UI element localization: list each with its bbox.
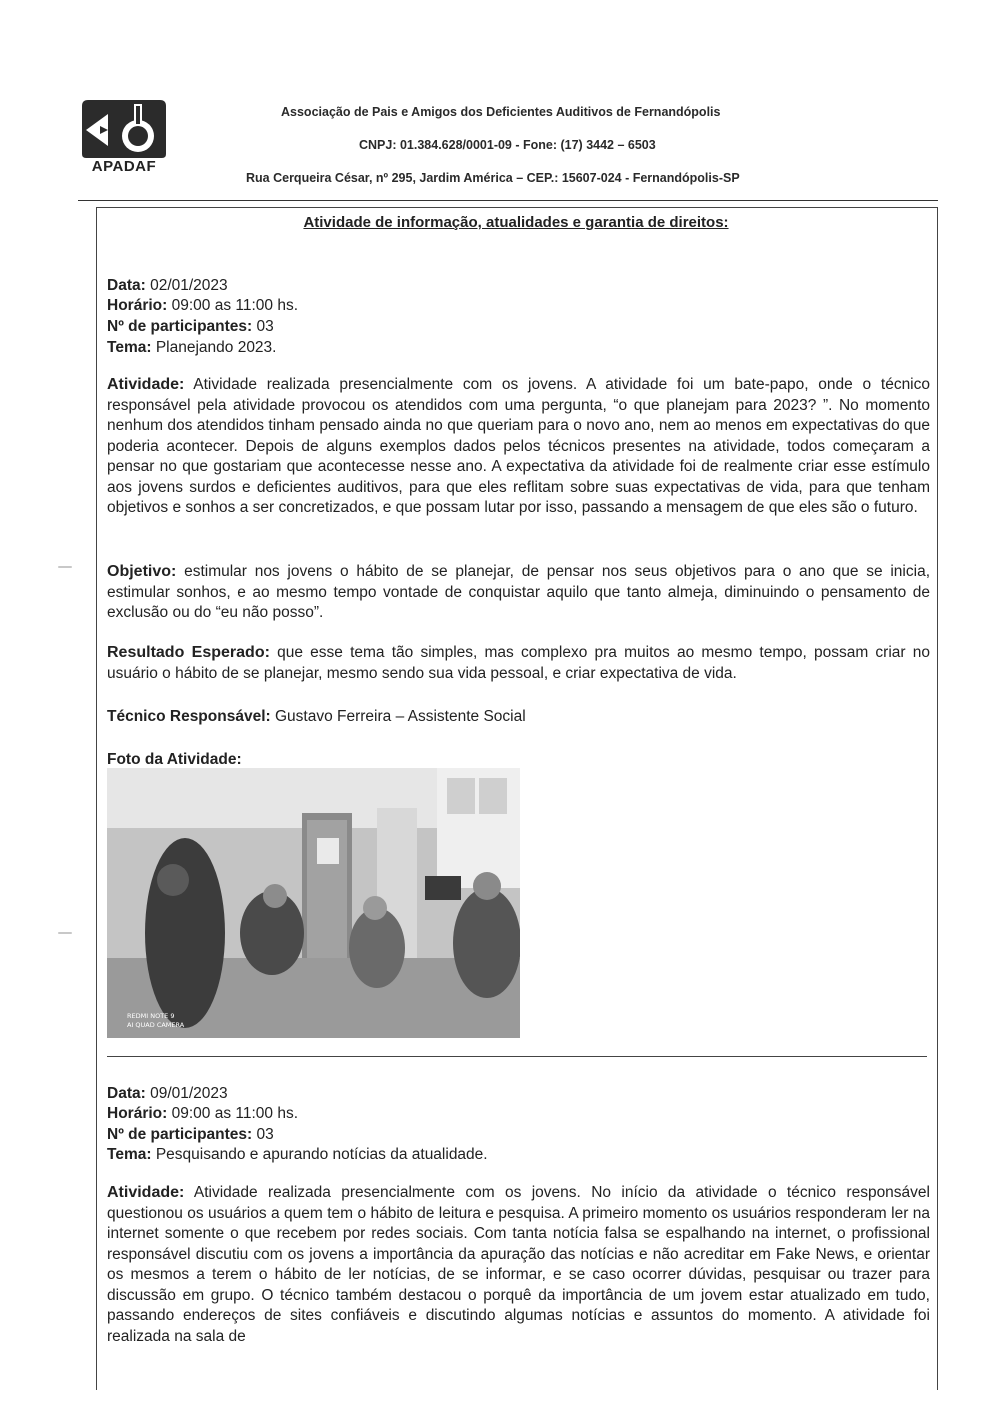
entry2-date: Data: 09/01/2023 [107, 1085, 228, 1102]
section-divider [107, 1056, 927, 1057]
entry1-time: Horário: 09:00 as 11:00 hs. [107, 297, 298, 314]
entry1-date: Data: 02/01/2023 [107, 277, 228, 294]
document-title: Atividade de informação, atualidades e garantia de direitos: [303, 214, 729, 231]
entry2-participants: Nº de participantes: 03 [107, 1126, 274, 1143]
org-name: Associação de Pais e Amigos dos Deficientes Auditivos de Fernandópolis [281, 105, 721, 119]
header-rule [78, 200, 938, 201]
entry1-activity: Atividade: Atividade realizada presencialmente com os jovens. A atividade foi um bate-papo, onde o técnico responsável pela atividade provocou os atendidos com uma pergunta, “o que planejam para 2023? ”. No momento nenhum dos atendidos tinham pensado ainda no que queriam para o novo ano, nem ao menos em expectativas do que poderia acontecer. Depois de alguns exemplos dados pelos técnicos presentes na atividade, todos começaram a pensar no que gostariam que acontecesse nesse ano. A expectativa da atividade foi de realmente criar esse estímulo aos jovens surdos e deficientes auditivos, para que eles reflitam sobre suas expectativas de vida, para que tenham objetivos e sonhos a ser concretizados, e que possam lutar por isso, passando a mensagem de que eles são o futuro. [107, 376, 930, 516]
apadaf-logo [78, 98, 170, 178]
logo-text: APADAF [91, 158, 157, 175]
entry1-objective: Objetivo: estimular nos jovens o hábito de se planejar, de pensar nos seus objetivos para o ano que se inicia, estimular sonhos, e ao mesmo tempo vontade de conquistar aquilo que tanto almeja, diminuindo o pensamento de exclusão ou do “eu não posso”. [107, 563, 930, 621]
entry1-expected-result: Resultado Esperado: que esse tema tão simples, mas complexo pra muitos ao mesmo tempo, possam criar no usuário o hábito de se planejar, mesmo sendo sua vida pessoal, e criar expectativa de vida. [107, 644, 930, 682]
photo-watermark-1: REDMI NOTE 9 [127, 1012, 175, 1020]
page-cut-off [96, 1390, 938, 1404]
cnpj-phone: CNPJ: 01.384.628/0001-09 - Fone: (17) 3442 – 6503 [359, 138, 656, 152]
entry1-participants: Nº de participantes: 03 [107, 318, 274, 335]
entry1-technician: Técnico Responsável: Gustavo Ferreira – Assistente Social [107, 708, 526, 725]
entry2-theme: Tema: Pesquisando e apurando notícias da atualidade. [107, 1146, 488, 1163]
logo-mark-icon [78, 98, 170, 160]
punch-mark [58, 932, 72, 934]
photo-watermark-2: AI QUAD CAMERA [127, 1021, 185, 1029]
entry2-time: Horário: 09:00 as 11:00 hs. [107, 1105, 298, 1122]
photo-label: Foto da Atividade: [107, 751, 242, 768]
entry1-theme: Tema: Planejando 2023. [107, 339, 277, 356]
entry2-activity: Atividade: Atividade realizada presencialmente com os jovens. No início da atividade o técnico responsável questionou os usuários a quem tem o hábito de leitura e pesquisa. A primeiro momento os usuários responderam ler na internet somente o que recebem por redes sociais. Com tanta notícia falsa se espalhando na internet, o profissional responsável discutiu com os jovens a importância da apuração das notícias e não acreditar em Fake News, e orientar os mesmos a terem o hábito de ler notícias, de se informar, e se caso ocorrer dúvidas, pesquisar ou trazer para discussão em grupo. O técnico também destacou o porquê da importância de um jovem estar atualizado em tudo, passando endereços de sites confiáveis e discutindo algumas notícias e assuntos do momento. A atividade foi realizada na sala de [107, 1184, 930, 1345]
address: Rua Cerqueira César, nº 295, Jardim América – CEP.: 15607-024 - Fernandópolis-SP [246, 171, 740, 185]
punch-mark [58, 566, 72, 568]
activity-photo [107, 768, 520, 1038]
